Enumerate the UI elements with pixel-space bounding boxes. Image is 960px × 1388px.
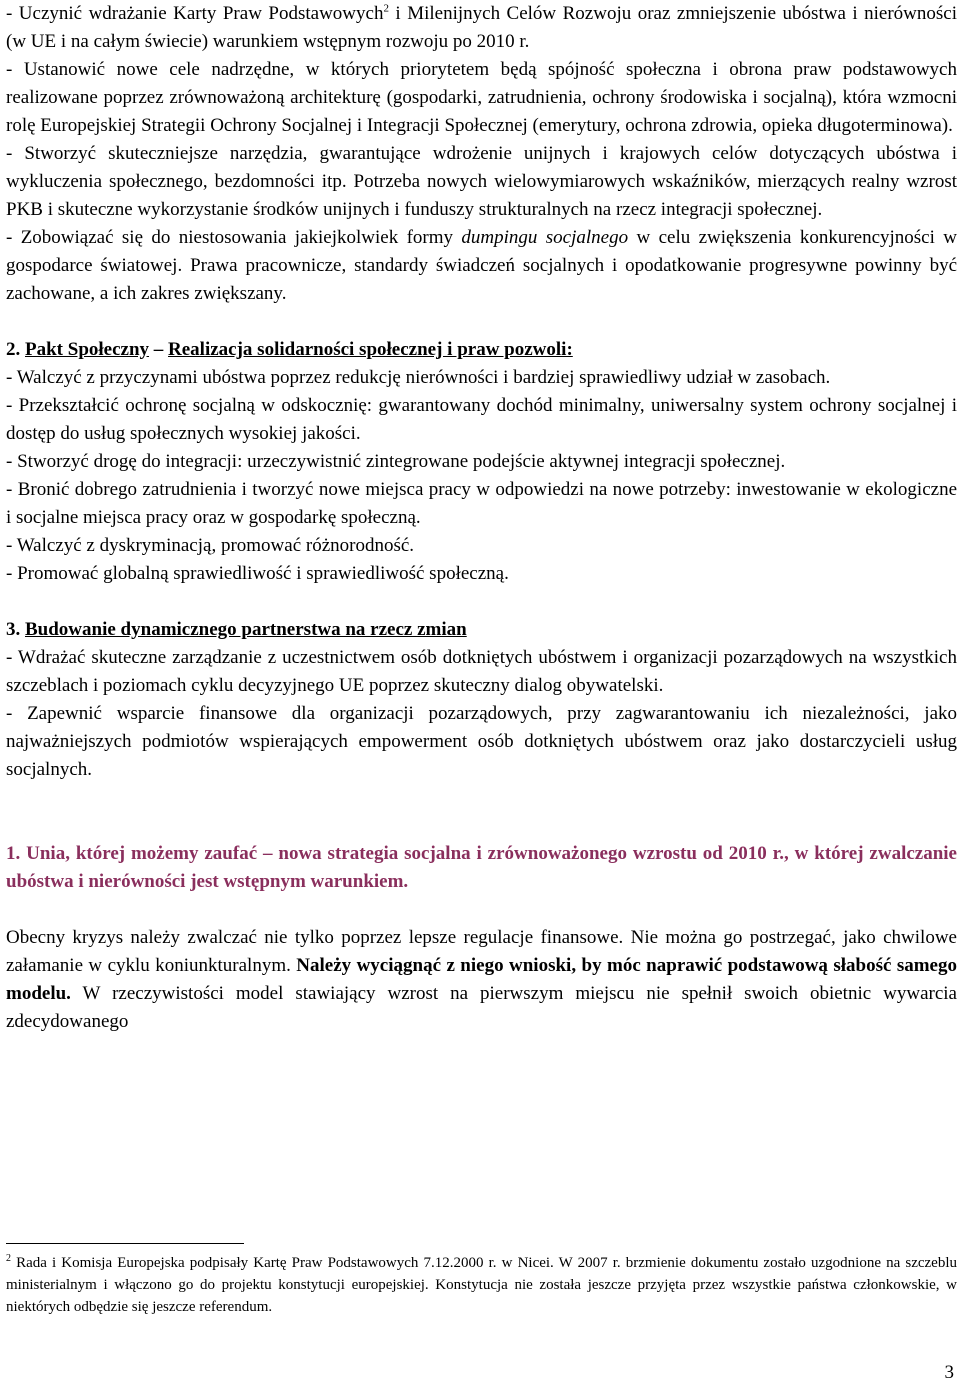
- bold-emphasis: Należy wyciągnąć z niego wnioski, by móc naprawić podstawową słabość samego modelu.: [6, 955, 957, 1004]
- footnote: [6, 1252, 957, 1318]
- document-page: [6, 0, 957, 1036]
- section-2-item: - Przekształcić ochronę socjalną w odskocznię: gwarantowany dochód minimalny, uniwersalny system ochrony socjalnej i dostęp do usług społecznych wysokiej jakości.: [6, 395, 957, 444]
- italic-term: dumpingu socjalnego: [461, 227, 629, 248]
- list-item-tools: - Stworzyć skuteczniejsze narzędzia, gwarantujące wdrożenie unijnych i krajowych celów dotyczących ubóstwa i wykluczenia społecznego, bezdomności itp. Potrzeba nowych wielowymiarowych wskaźników, mierzących realny wzrost PKB i skuteczne wykorzystanie środków unijnych i funduszy strukturalnych na rzecz integracji społecznej.: [6, 143, 957, 220]
- section-2-item: - Walczyć z dyskryminacją, promować różnorodność.: [6, 535, 415, 556]
- list-item-text: w celu zwiększenia konkurencyjności w gospodarce światowej. Prawa pracownicze, standardy świadczeń socjalnych i opodatkowanie progresywne powinny być zachowane, a ich zakres zwiększany.: [6, 227, 957, 304]
- footnote-separator: [6, 1243, 244, 1244]
- footnote-ref[interactable]: 2: [383, 2, 389, 15]
- page-number: 3: [944, 1362, 954, 1383]
- section-3-item: - Zapewnić wsparcie finansowe dla organizacji pozarządowych, przy zagwarantowaniu ich niezależności, jako najważniejszych podmiotów wspierających empowerment osób dotkniętych ubóstwem oraz jako dostarczycieli usług socjalnych.: [6, 703, 957, 780]
- section-3-heading: 3. Budowanie dynamicznego partnerstwa na rzecz zmian: [6, 619, 467, 640]
- section-2-item: - Bronić dobrego zatrudnienia i tworzyć nowe miejsca pracy w odpowiedzi na nowe potrzeby: inwestowanie w ekologiczne i socjalne miejsca pracy oraz w gospodarkę społeczną.: [6, 479, 957, 528]
- list-item-text: - Zobowiązać się do niestosowania jakiejkolwiek formy: [6, 227, 462, 248]
- list-item-dumping: [6, 224, 957, 308]
- section-2-item: - Promować globalną sprawiedliwość i sprawiedliwość społeczną.: [6, 563, 509, 584]
- list-item-text: i Milenijnych Celów Rozwoju oraz zmniejszenie ubóstwa i nierówności (w UE i na całym świecie) warunkiem wstępnym rozwoju po 2010 r.: [6, 3, 957, 52]
- list-item-charter: [6, 0, 957, 56]
- body-paragraph: Obecny kryzys należy zwalczać nie tylko poprzez lepsze regulacje finansowe. Nie można go postrzegać, jako chwilowe załamanie w cyklu koniunkturalnym. Należy wyciągnąć z niego wnioski, by móc naprawić podstawową słabość samego modelu. W rzeczywistości model stawiający wzrost na pierwszym miejscu nie spełnił swoich obietnic wywarcia zdecydowanego: [6, 927, 957, 1032]
- section-2-item: - Stworzyć drogę do integracji: urzeczywistnić zintegrowane podejście aktywnej integracji społecznej.: [6, 451, 786, 472]
- chapter-1-heading: 1. Unia, której możemy zaufać – nowa strategia socjalna i zrównoważonego wzrostu od 2010 r., w której zwalczanie ubóstwa i nierówności jest wstępnym warunkiem.: [6, 843, 957, 892]
- footnote-text: Rada i Komisja Europejska podpisały Kartę Praw Podstawowych 7.12.2000 r. w Nicei. W 2007 r. brzmienie dokumentu zostało uzgodnione na szczeblu ministerialnym i włączono go do projektu konstytucji europejskiej. Konstytucja nie została jeszcze przyjęta przez wszystkie państwa członkowskie, w niektórych odbędzie się jeszcze referendum.: [6, 1255, 957, 1315]
- section-2-heading: 2. Pakt Społeczny – Realizacja solidarności społecznej i praw pozwoli:: [6, 339, 573, 360]
- footnote-number: 2: [6, 1253, 11, 1264]
- list-item-goals: - Ustanowić nowe cele nadrzędne, w których priorytetem będą spójność społeczna i obrona praw podstawowych realizowane poprzez zrównoważoną architekturę (gospodarki, zatrudnienia, ochrony środowiska i socjalną), która wzmocni rolę Europejskiej Strategii Ochrony Socjalnej i Integracji Społecznej (emerytury, ochrona zdrowia, opieka długoterminowa).: [6, 59, 957, 136]
- section-2-item: - Walczyć z przyczynami ubóstwa poprzez redukcję nierówności i bardziej sprawiedliwy udział w zasobach.: [6, 367, 831, 388]
- list-item-text: - Uczynić wdrażanie Karty Praw Podstawowych: [6, 3, 384, 24]
- section-3-item: - Wdrażać skuteczne zarządzanie z uczestnictwem osób dotkniętych ubóstwem i organizacji pozarządowych na wszystkich szczeblach i poziomach cyklu decyzyjnego UE poprzez skuteczny dialog obywatelski.: [6, 647, 957, 696]
